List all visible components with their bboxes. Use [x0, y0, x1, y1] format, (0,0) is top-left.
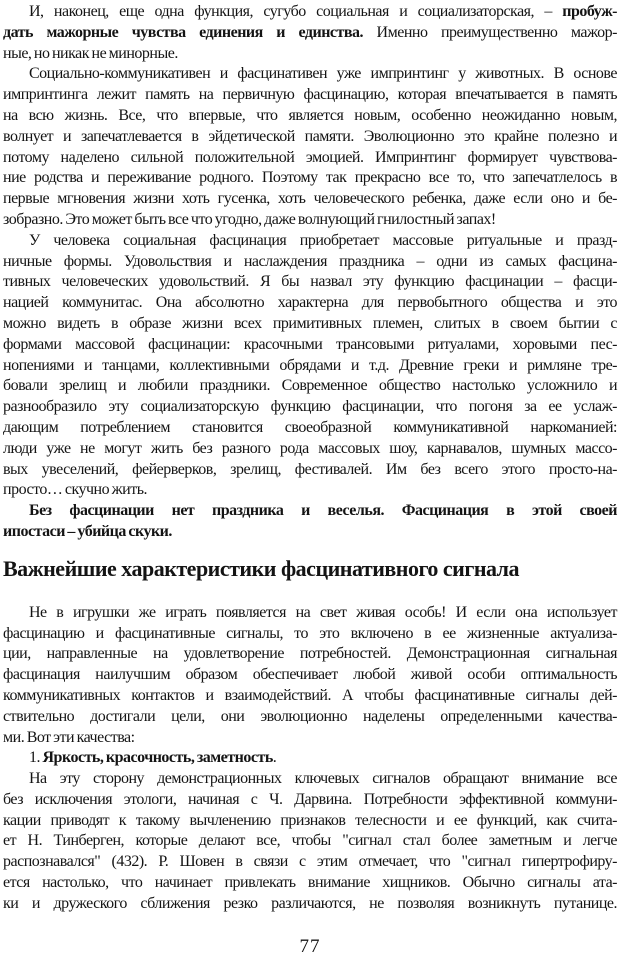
paragraph: [3, 769, 617, 915]
text-run: нопениями и танцами, коллективными обрядами и т.д. Древние греки и римляне тре-: [3, 356, 617, 374]
text-line: [3, 603, 617, 624]
paragraph: [3, 2, 617, 64]
text-run: ние родства и переживание родного. Поэтому так прекрасно все то, что запечатлелось в: [3, 169, 617, 187]
text-line: [3, 335, 617, 356]
bold-text-run: пробуж-: [562, 3, 617, 20]
page-number: 77: [299, 936, 321, 957]
text-run: люди уже не могут жить без разного рода массовых шоу, карнавалов, шумных массо-: [3, 439, 617, 457]
section-heading: Важнейшие характеристики фасцинативного сигнала: [3, 555, 520, 581]
text-run: зобразно. Это может быть все что угодно, даже волнующий гнилостный запах!: [3, 210, 496, 228]
text-line: [3, 376, 617, 397]
text-run: Социально-коммуникативен и фасцинативен уже импринтинг у животных. В основе: [29, 65, 617, 83]
paragraph: [3, 501, 617, 543]
text-line: [3, 790, 617, 811]
text-run: ет Н. Тинберген, которые делают все, чтобы "сигнал стал более заметным и легче: [3, 832, 617, 850]
text-run: вых увеселений, фейерверков, зрелищ, фестивалей. Им без всего этого просто-на-: [3, 460, 617, 478]
paragraph: [3, 603, 617, 749]
text-line: [3, 168, 617, 189]
text-line: [3, 2, 617, 23]
text-line: [3, 418, 617, 439]
text-line: [3, 189, 617, 210]
text-run: ки и дружеского сближения резко различаются, не позволяя возникнуть путанице.: [3, 894, 617, 912]
text-line: [3, 64, 617, 85]
text-line: [3, 644, 617, 665]
text-line: [3, 106, 617, 127]
text-line: [3, 210, 617, 231]
bold-text-run: Без фасцинации нет праздника и веселья. Фасцинация в этой своей: [29, 502, 617, 520]
text-line: [3, 293, 617, 314]
text-run: первые мгновения жизни хоть гусенка, хоть человеческого ребенка, даже если оно и бе-: [3, 190, 617, 208]
text-run: нацией коммунитас. Она абсолютно характерна для первобытного общества и это: [3, 294, 617, 312]
text-line: [3, 252, 617, 273]
text-line: [3, 686, 617, 707]
text-line: [3, 23, 617, 44]
paragraph: [3, 64, 617, 230]
text-line: [3, 231, 617, 252]
text-run: тивных человеческих удовольствий. Я бы назвал эту функцию фасцинации – фасци-: [3, 273, 617, 291]
text-run: На эту сторону демонстрационных ключевых сигналов обращают внимание все: [29, 770, 617, 788]
text-line: [3, 397, 617, 418]
text-line: [3, 127, 617, 148]
text-line: [3, 460, 617, 481]
text-run: .: [272, 749, 277, 767]
text-run: ствительно достигали цели, они эволюционно наделены определенными качества-: [3, 707, 617, 725]
text-run: можно видеть в образе жизни всех примитивных племен, слитых в своем бытии с: [3, 314, 617, 332]
text-line: [3, 748, 617, 769]
text-line: [3, 707, 617, 728]
text-run: потому наделено сильной положительной эмоцией. Импринтинг формирует чувствова-: [3, 148, 617, 166]
text-line: [3, 314, 617, 335]
text-run: распознавался" (432). Р. Шовен в связи с этим отмечает, что "сигнал гипертрофиру-: [3, 853, 617, 871]
text-line: [3, 624, 617, 645]
text-run: 1.: [29, 749, 43, 767]
text-line: [3, 85, 617, 106]
text-run: ничные формы. Удовольствия и наслаждения праздника – одни из самых фасцина-: [3, 252, 617, 270]
text-line: [3, 480, 617, 501]
text-line: [3, 44, 617, 65]
text-run: фасцинация наилучшим образом обеспечивает любой живой особи оптимальность: [3, 666, 617, 684]
bold-text-run: ипостаси – убийца скуки.: [3, 522, 172, 540]
text-run: ные, но никак не минорные.: [3, 44, 178, 62]
text-run: формами массовой фасцинации: красочными трансовыми ритуалами, хоровыми пес-: [3, 335, 617, 353]
text-run: Не в игрушки же играть появляется на свет живая особь! И если она использует: [29, 603, 617, 621]
text-run: дающим потреблением становится своеобразной коммуникативной наркоманией:: [3, 418, 617, 436]
text-run: без исключения этологи, начиная с Ч. Дарвина. Потребности эффективной коммуни-: [3, 790, 617, 808]
text-run: У человека социальная фасцинация приобретает массовые ритуальные и празд-: [29, 231, 617, 249]
text-line: [3, 831, 617, 852]
text-line: [3, 665, 617, 686]
text-run: И, наконец, еще одна функция, сугубо социальная и социализаторская, –: [29, 3, 563, 20]
text-run: кации приводят к такому вычленению признаков телесности и ее функций, как счита-: [3, 811, 617, 829]
text-line: [3, 873, 617, 894]
text-line: [3, 852, 617, 873]
paragraph: [3, 748, 617, 769]
text-run: ется настолько, что начинает привлекать внимание хищников. Обычно сигналы ата-: [3, 874, 617, 892]
text-line: [3, 356, 617, 377]
text-line: [3, 769, 617, 790]
text-line: [3, 148, 617, 169]
bold-text-run: дать мажорные чувства единения и единства.: [3, 23, 364, 41]
text-line: [3, 728, 617, 749]
text-run: просто… скучно жить.: [3, 481, 148, 499]
text-line: [3, 894, 617, 915]
text-line: [3, 501, 617, 522]
text-run: фасцинацию и фасцинативные сигналы, то это включено в ее жизненные актуализа-: [3, 624, 617, 642]
text-line: [3, 272, 617, 293]
text-run: импринтинга лежит память на первичную фасцинацию, которая впечатывается в память: [3, 86, 617, 104]
text-run: волнует и запечатлевается в эйдетической памяти. Эволюционно это крайне полезно и: [3, 127, 617, 145]
paragraph: [3, 231, 617, 501]
text-run: разнообразило эту социализаторскую функцию фасцинации, что погоня за ее услаж-: [3, 398, 617, 416]
text-run: коммуникативных контактов и взаимодействий. А чтобы фасцинативные сигналы дей-: [3, 686, 617, 704]
text-run: ции, направленные на удовлетворение потребностей. Демонстрационная сигнальная: [3, 645, 617, 663]
text-run: на всю жизнь. Все, что впервые, что является новым, особенно неожиданно новым,: [3, 106, 617, 124]
text-run: бовали зрелищ и любили праздники. Современное общество настолько усложнило и: [3, 377, 617, 395]
text-line: [3, 522, 617, 543]
text-line: [3, 811, 617, 832]
text-line: [3, 439, 617, 460]
text-run: Именно преимущественно мажор-: [363, 23, 617, 41]
text-run: ми. Вот эти качества:: [3, 728, 135, 746]
bold-text-run: Яркость, красочность, заметность: [42, 749, 273, 767]
